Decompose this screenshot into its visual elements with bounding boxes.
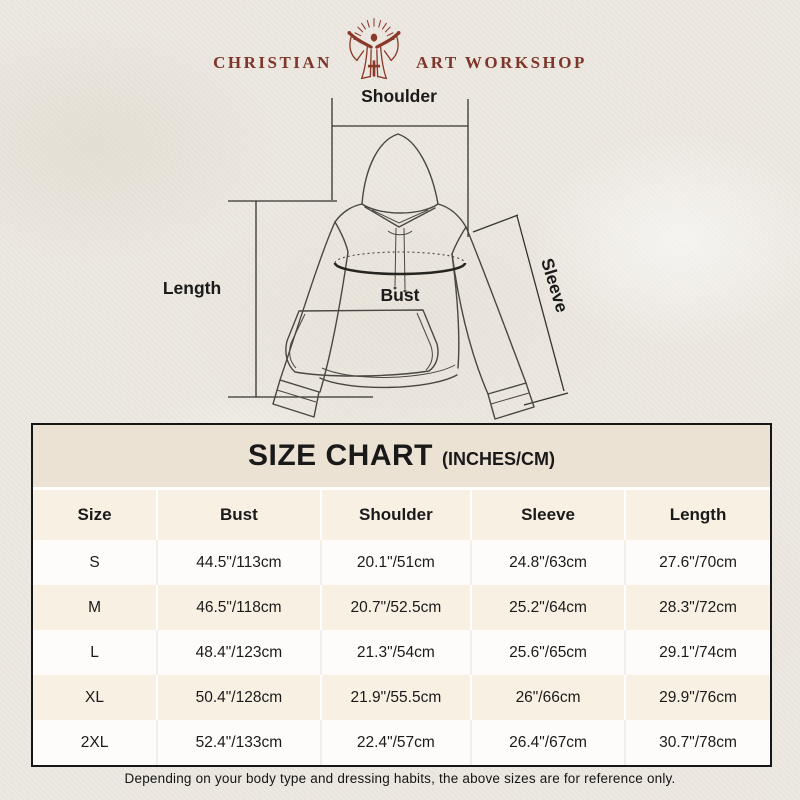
size-chart-title-main: SIZE CHART [248, 439, 433, 472]
size-chart-title [33, 425, 770, 487]
table-cell: 20.7"/52.5cm [320, 585, 470, 630]
table-cell: 26"/66cm [470, 675, 624, 720]
hoodie-outline [273, 134, 534, 419]
size-cell: L [90, 643, 99, 661]
table-cell: 28.3"/72cm [624, 585, 770, 630]
shoulder-measure-label: Shoulder [361, 86, 437, 106]
column-header-length: Length [624, 490, 770, 540]
left-sleeve [273, 222, 348, 417]
bust-measure-label: Bust [380, 285, 420, 305]
drawstrings [394, 228, 407, 293]
kangaroo-pocket [286, 310, 438, 376]
right-sleeve [452, 227, 534, 419]
jesus-figure [347, 31, 400, 78]
size-cell: M [88, 598, 101, 616]
brand-logo [0, 10, 800, 82]
table-cell: 44.5"/113cm [156, 540, 320, 585]
table-cell: 27.6"/70cm [624, 540, 770, 585]
table-row-l [33, 630, 770, 675]
size-cell: S [89, 553, 100, 571]
table-cell: 46.5"/118cm [156, 585, 320, 630]
column-header-bust: Bust [156, 490, 320, 540]
size-chart-title-units: (INCHES/CM) [442, 449, 555, 469]
size-cell: XL [85, 688, 105, 706]
table-cell: 50.4"/128cm [156, 675, 320, 720]
table-cell: 48.4"/123cm [156, 630, 320, 675]
table-cell: 25.2"/64cm [470, 585, 624, 630]
table-header-row [33, 487, 770, 540]
size-chart-table [31, 423, 772, 767]
column-header-sleeve: Sleeve [470, 490, 624, 540]
table-cell: 21.9"/55.5cm [320, 675, 470, 720]
table-cell: 26.4"/67cm [470, 720, 624, 765]
sleeve-measure-label: Sleeve [537, 255, 573, 315]
size-cell: 2XL [80, 733, 109, 751]
bust-ellipse [335, 252, 465, 274]
footer-note: Depending on your body type and dressing habits, the above sizes are for reference only. [124, 771, 676, 786]
table-cell: 52.4"/133cm [156, 720, 320, 765]
table-cell: 21.3"/54cm [320, 630, 470, 675]
table-cell: 22.4"/57cm [320, 720, 470, 765]
brand-name-left: CHRISTIAN [213, 53, 332, 72]
table-cell: 29.9"/76cm [624, 675, 770, 720]
table-cell: 20.1"/51cm [320, 540, 470, 585]
table-cell: 24.8"/63cm [470, 540, 624, 585]
length-measure-label: Length [162, 278, 222, 298]
hood-outline [362, 134, 438, 204]
brand-name-right: ART WORKSHOP [415, 53, 587, 72]
hoodie-measurement-diagram [150, 85, 620, 430]
column-header-size: Size [77, 505, 112, 524]
table-row-xl [33, 675, 770, 720]
table-row-s [33, 540, 770, 585]
table-cell: 30.7"/78cm [624, 720, 770, 765]
table-cell: 25.6"/65cm [470, 630, 624, 675]
table-cell: 29.1"/74cm [624, 630, 770, 675]
table-row-2xl [33, 720, 770, 765]
column-header-shoulder: Shoulder [320, 490, 470, 540]
jesus-logo-icon [336, 16, 412, 82]
cross-icon [368, 60, 380, 76]
table-row-m [33, 585, 770, 630]
